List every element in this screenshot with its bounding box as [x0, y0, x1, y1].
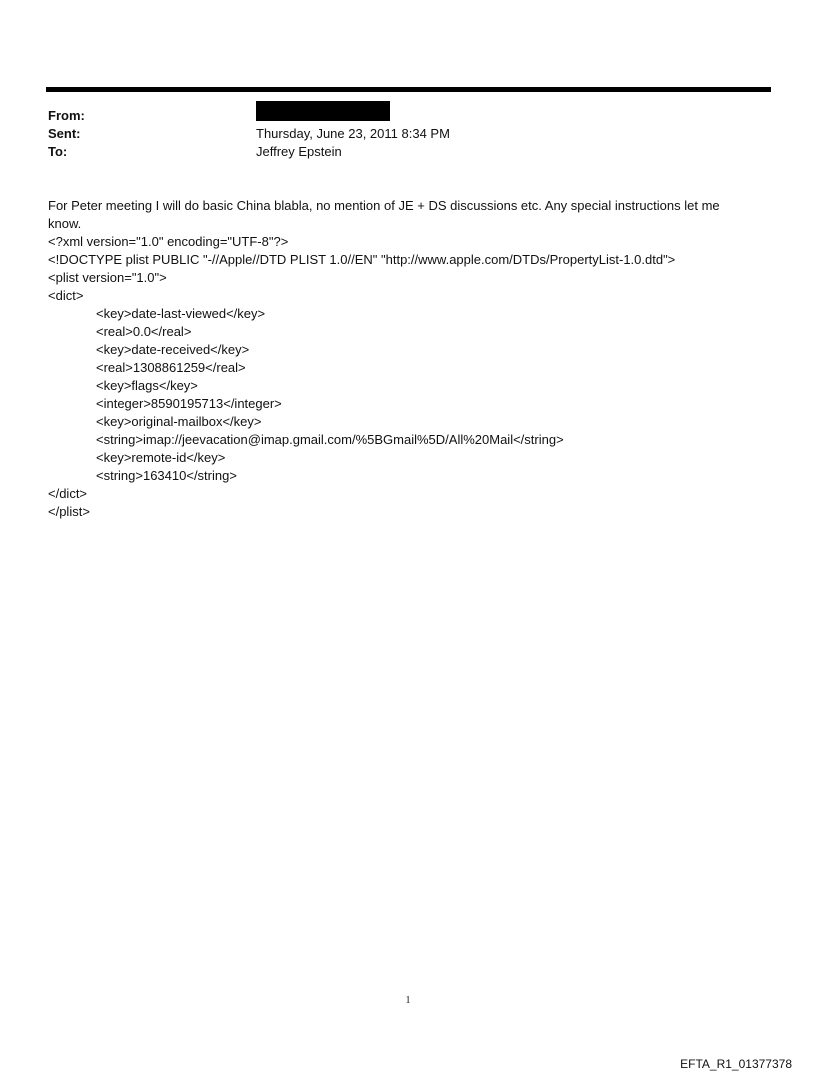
document-id: EFTA_R1_01377378: [680, 1057, 792, 1071]
header-divider: [46, 87, 771, 92]
plist-line: <key>date-last-viewed</key>: [96, 306, 266, 321]
sent-row: [48, 125, 768, 143]
email-header: [48, 107, 768, 161]
plist-line: <key>date-received</key>: [96, 342, 250, 357]
email-body: [48, 197, 748, 521]
plist-line: <string>163410</string>: [96, 468, 237, 483]
sent-value: Thursday, June 23, 2011 8:34 PM: [256, 126, 450, 141]
plist-line: <key>flags</key>: [96, 378, 198, 393]
to-value: Jeffrey Epstein: [256, 144, 342, 159]
plist-line: <key>original-mailbox</key>: [96, 414, 262, 429]
plist-line: <!DOCTYPE plist PUBLIC "-//Apple//DTD PLIST 1.0//EN" "http://www.apple.com/DTDs/PropertyList-1.0.dtd">: [48, 252, 676, 267]
redacted-sender: [256, 101, 390, 121]
page-number: 1: [405, 995, 411, 1006]
plist-line: </plist>: [48, 504, 90, 519]
to-row: [48, 143, 768, 161]
plist-line: <?xml version="1.0" encoding="UTF-8"?>: [48, 234, 289, 249]
plist-line: <plist version="1.0">: [48, 270, 167, 285]
from-label: From:: [48, 108, 85, 123]
plist-line: <dict>: [48, 288, 84, 303]
plist-block: [48, 233, 748, 521]
from-row: [48, 107, 768, 125]
sent-label: Sent:: [48, 126, 81, 141]
plist-line: <string>imap://jeevacation@imap.gmail.com/%5BGmail%5D/All%20Mail</string>: [96, 432, 564, 447]
message-text: For Peter meeting I will do basic China blabla, no mention of JE + DS discussions etc. Any special instructions let me know.: [48, 198, 720, 231]
plist-line: </dict>: [48, 486, 88, 501]
to-label: To:: [48, 144, 68, 159]
plist-line: <real>1308861259</real>: [96, 360, 246, 375]
plist-line: <real>0.0</real>: [96, 324, 192, 339]
plist-line: <key>remote-id</key>: [96, 450, 226, 465]
plist-line: <integer>8590195713</integer>: [96, 396, 282, 411]
